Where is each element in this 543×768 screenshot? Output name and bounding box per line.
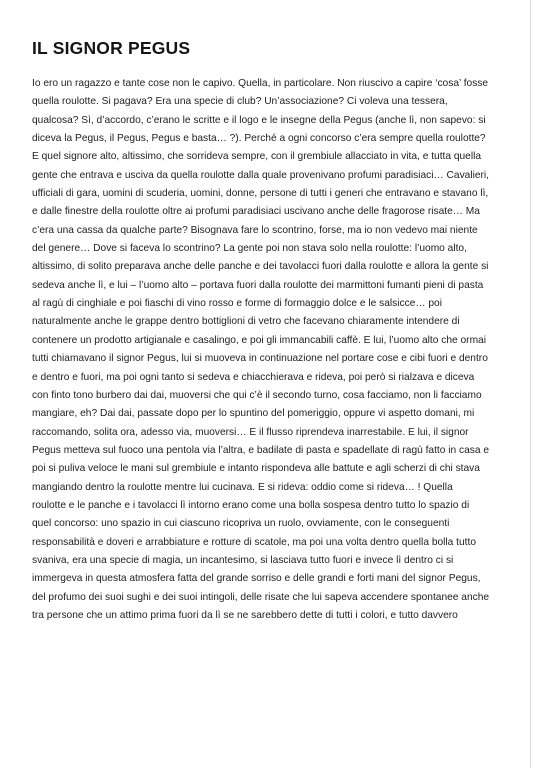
text-line: diceva la Pegus, il Pegus, Pegus e basta… ?). Perché a ogni concorso c’era sempre quella roulotte? bbox=[32, 133, 486, 145]
text-line: con finto tono burbero dai dai, muoversi che qui c’è il secondo turno, cosa facciamo, non li facciamo bbox=[32, 389, 482, 401]
text-line: mangiando dentro la roulotte mentre lui cucinava. E si rideva: oddio come si rideva… ! Quella bbox=[32, 481, 453, 493]
page-edge-line bbox=[530, 0, 531, 768]
text-line: del genere… Dove si faceva lo scontrino? La gente poi non stava solo nella roulotte: l’uomo alto, bbox=[32, 243, 467, 255]
text-line: al ragù di cinghiale e poi fiaschi di vino rosso e forme di formaggio dolce e le salsicce… poi bbox=[32, 298, 442, 310]
text-line: responsabilità e doveri e arrabbiature e rotture di scatole, ma poi una volta dentro quella bolla tutto bbox=[32, 536, 476, 548]
body-paragraph bbox=[32, 75, 522, 625]
text-line: poi si puliva veloce le mani sul grembiule e intanto rispondeva alle battute e agli scherzi di chi stava bbox=[32, 463, 480, 475]
text-line: immergeva in questa atmosfera fatta del grande sorriso e delle grandi e forti mani del signor Pegus, bbox=[32, 573, 481, 585]
text-line: del profumo dei suoi sughi e dei suoi intingoli, delle risate che lui sapeva accendere spontanee anche bbox=[32, 591, 490, 603]
text-line: gente che entrava e usciva da quella roulotte dalla quale provenivano profumi paradisiaci… Cavalieri, bbox=[32, 169, 490, 181]
text-line: raccomando, solita ora, adesso via, muoversi… E il flusso riprendeva inarrestabile. E lui, il signor bbox=[32, 426, 469, 438]
text-line: sedeva anche lì, e lui – l’uomo alto – portava fuori dalla roulotte dei marmittoni fumanti pieni di pasta bbox=[32, 279, 484, 291]
page-title: IL SIGNOR PEGUS bbox=[32, 38, 191, 58]
text-line: contenere un prodotto artigianale e casalingo, e poi gli immancabili caffè. E lui, l’uomo alto che ormai bbox=[32, 334, 486, 346]
text-line: quel concorso: uno spazio in cui ciascuno ricopriva un ruolo, ovviamente, con le conseguenti bbox=[32, 518, 450, 530]
text-line: tra persone che un attimo prima fuori da lì se ne sarebbero dette di tutti i colori, e tutto davvero bbox=[32, 609, 458, 621]
text-line: qualcosa? Sì, d’accordo, c’erano le scritte e il logo e le insegne della Pegus (anche lì, non sapevo: si bbox=[32, 114, 486, 126]
text-line: quella roulotte. Si pagava? Era una specie di club? Un’associazione? Ci voleva una tessera, bbox=[32, 96, 448, 108]
text-line: ufficiali di gara, uomini di scuderia, uomini, donne, persone di tutti i generi che entravano e stavano lì, bbox=[32, 188, 489, 200]
text-line: mangiare, eh? Dai dai, passate dopo per lo spuntino del pomeriggio, oppure vi aspetto domani, mi bbox=[32, 408, 475, 420]
text-line: altissimo, di solito preparava anche delle panche e dei tavolacci fuori dalla roulotte e allora la gente si bbox=[32, 261, 489, 273]
text-line: svaniva, era una specie di magia, un incantesimo, si lasciava tutto fuori e invece lì dentro ci si bbox=[32, 554, 454, 566]
text-line: naturalmente anche le grappe dentro bottiglioni di vetro che facevano chiaramente intendere di bbox=[32, 316, 460, 328]
text-line: e dalle finestre della roulotte oltre ai profumi paradisiaci uscivano anche delle fragorose risate… Ma bbox=[32, 206, 480, 218]
text-line: Io ero un ragazzo e tante cose non le capivo. Quella, in particolare. Non riuscivo a capire ‘cosa’ fosse bbox=[32, 78, 489, 89]
text-line: roulotte e le panche e i tavolacci lì intorno erano come una bolla sospesa dentro tutto lo spazio di bbox=[32, 499, 470, 511]
text-line: c’era una cassa da qualche parte? Bisognava fare lo scontrino, forse, ma io non vedevo mai niente bbox=[32, 224, 478, 236]
text-line: E quel signore alto, altissimo, che sorrideva sempre, con il grembiule allacciato in vita, e tutta quella bbox=[32, 151, 482, 163]
text-line: e dentro e fuori, ma poi ogni tanto si sedeva e chiacchierava e rideva, poi però si rialzava e diceva bbox=[32, 371, 475, 383]
text-line: tutti chiamavano il signor Pegus, lui si muoveva in continuazione nel portare cose e cibi fuori e dentro bbox=[32, 353, 488, 365]
text-line: Pegus metteva sul fuoco una pentola via l’altra, e badilate di pasta e spadellate di ragù fatto in casa e bbox=[32, 444, 490, 456]
